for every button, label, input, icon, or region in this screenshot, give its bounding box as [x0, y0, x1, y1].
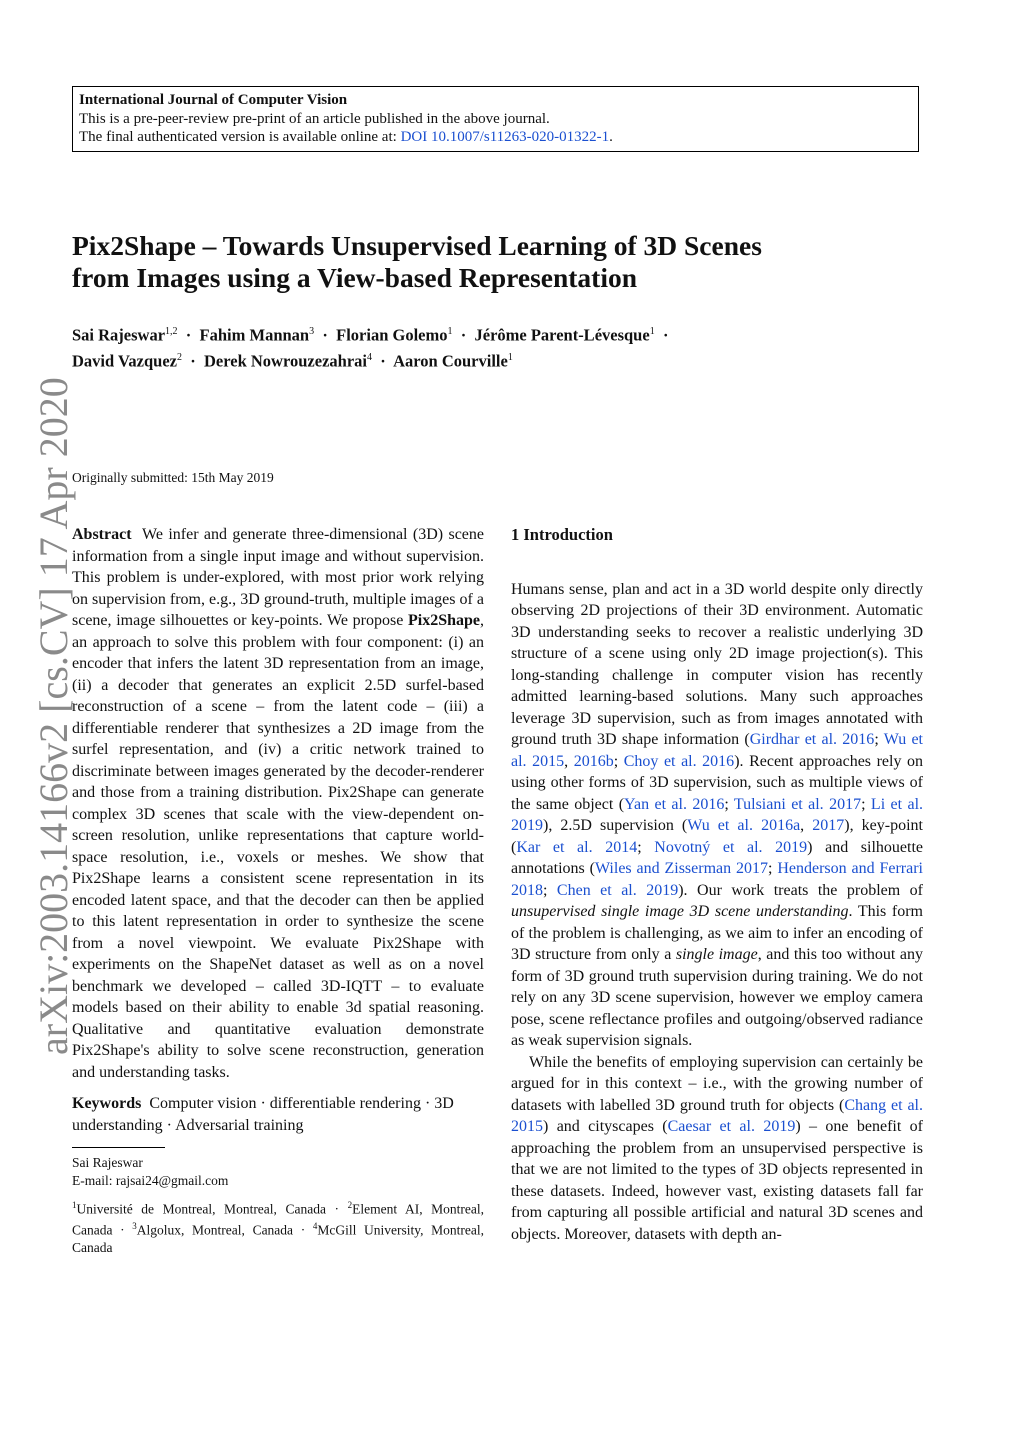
- author-separator: ·: [654, 325, 673, 345]
- citation-link[interactable]: 2016b: [573, 752, 614, 770]
- author-separator: ·: [314, 325, 337, 345]
- paper-title: [72, 230, 952, 294]
- author-name: David Vazquez: [72, 351, 177, 370]
- method-name: Pix2Shape: [407, 612, 480, 629]
- emphasis: single image: [675, 946, 758, 963]
- section-heading: 1 Introduction: [511, 525, 613, 544]
- author-separator: ·: [177, 325, 200, 345]
- citation-link[interactable]: 2017: [812, 817, 845, 834]
- abstract-label: Abstract: [72, 526, 132, 543]
- citation-link[interactable]: Tulsiani et al. 2017: [733, 795, 862, 813]
- citation-link[interactable]: Novotný et al. 2019: [654, 838, 808, 856]
- author-affiliation-mark: 3: [309, 326, 315, 337]
- emphasis: unsupervised single image 3D scene understanding: [511, 903, 849, 920]
- citation-link[interactable]: Wiles and Zisserman 2017: [594, 860, 768, 877]
- journal-name: International Journal of Computer Vision: [79, 92, 348, 108]
- doi-link[interactable]: DOI 10.1007/s11263-020-01322-1: [400, 129, 610, 145]
- title-line-2: from Images using a View-based Representation: [72, 262, 638, 293]
- author-name: Jérôme Parent-Lévesque: [474, 325, 650, 345]
- footnote-rule: [72, 1147, 165, 1148]
- citation-link[interactable]: Kar et al. 2014: [516, 838, 638, 856]
- author-name: Fahim Mannan: [199, 325, 310, 345]
- author-affiliation-mark: 2: [176, 351, 182, 363]
- intro-paragraph-2: While the benefits of employing supervision can certainly be argued for in this context – i.e., with the growing number of datasets with labelled 3D ground truth for objects (Chang et al. 2015) and cityscapes (Caesar et al. 2019) – one benefit of approaching the problem from an unsupervised perspective is that we are not limited to the types of 3D objects represented in these datasets. Indeed, however vast, existing datasets fall far from capturing all possible artificial and natural 3D scenes and objects. Moreover, datasets with depth an-: [511, 1053, 923, 1243]
- affiliation-text: Element AI, Montreal, Canada: [72, 1201, 485, 1238]
- author-affiliation-mark: 1: [649, 326, 655, 337]
- citation-link[interactable]: Choy et al. 2016: [623, 752, 735, 770]
- citation-link[interactable]: Wu et al. 2015: [511, 731, 923, 770]
- publication-notice-box: [72, 86, 919, 152]
- author-affiliation-mark: 1,2: [165, 326, 178, 337]
- citation-link[interactable]: Henderson and Ferrari 2018: [511, 860, 923, 899]
- keywords-label: Keywords: [72, 1095, 142, 1112]
- author-name: Aaron Courville: [393, 351, 508, 370]
- right-column: [511, 524, 923, 1245]
- citation-link[interactable]: Li et al. 2019: [511, 795, 924, 834]
- citation-link[interactable]: Caesar et al. 2019: [667, 1118, 796, 1135]
- author-name: Derek Nowrouzezahrai: [204, 351, 367, 370]
- citation-link[interactable]: Girdhar et al. 2016: [749, 731, 875, 748]
- arxiv-stamp: arXiv:2003.14166v2 [cs.CV] 17 Apr 2020: [31, 377, 76, 1055]
- affiliation-text: Algolux, Montreal, Canada: [136, 1222, 294, 1238]
- affiliation-text: McGill University, Montreal, Canada: [72, 1222, 484, 1255]
- submission-date: Originally submitted: 15th May 2019: [72, 470, 274, 485]
- affiliation-number: 4: [312, 1221, 318, 1231]
- title-line-1: Pix2Shape – Towards Unsupervised Learning of 3D Scenes: [72, 230, 762, 261]
- author-name: Florian Golemo: [336, 325, 448, 345]
- citation-link[interactable]: Wu et al. 2016a: [687, 817, 801, 834]
- affiliation-number: 3: [132, 1221, 137, 1231]
- affiliation-number: 1: [72, 1200, 77, 1210]
- author-affiliation-mark: 1: [447, 326, 453, 337]
- intro-paragraph-1: Humans sense, plan and act in a 3D world despite only directly observing 2D projections of their 3D environment. Automatic 3D understanding seeks to recover a realistic underlying 3D structure of a scene using only 2D image projection(s). This long-standing challenge in computer vision has recently admitted learning-based solutions. Many such approaches leverage 3D supervision, such as from images annotated with ground truth 3D shape information (Girdhar et al. 2016; Wu et al. 2015, 2016b; Choy et al. 2016). Recent approaches rely on using other forms of 3D supervision, such as multiple views of the same object (Yan et al. 2016; Tulsiani et al. 2017; Li et al. 2019), 2.5D supervision (Wu et al. 2016a, 2017), key-point (Kar et al. 2014; Novotný et al. 2019) and silhouette annotations (Wiles and Zisserman 2017; Henderson and Ferrari 2018; Chen et al. 2019). Our work treats the problem of unsupervised single image 3D scene understanding. This form of the problem is challenging, as we aim to infer an encoding of 3D structure from only a single image, and this too without any form of 3D ground truth supervision during training. We do not rely on any 3D scene supervision, however we employ camera pose, scene reflectance profiles and outgoing/observed radiance as weak supervision signals.: [511, 580, 924, 1049]
- affiliation-number: 2: [347, 1200, 353, 1210]
- affiliations: $^1$Université de Montreal, Montreal, Canada · $^2$Element AI, Montreal, Canada · $^3$Algolux, Montreal, Canada · $^4$McGill University, Montreal, Canada: [72, 1200, 485, 1255]
- abstract: Abstract We infer and generate three-dimensional (3D) scene information from a single input image and without supervision. This problem is under-explored, with most prior work relying on supervision from, e.g., 3D ground-truth, multiple images of a scene, image silhouettes or key-points. We propose Pix2Shape, an approach to solve this problem with four component: (i) an encoder that infers the latent 3D representation from an image, (ii) a decoder that generates an explicit 2.5D surfel-based reconstruction of a scene – from the latent code – (iii) a differentiable renderer that synthesizes a 2D image from the surfel representation, and (iv) a critic network trained to discriminate between images generated by the decoder-renderer and those from a training distribution. Pix2Shape can generate complex 3D scenes that scale with the view-dependent on-screen resolution, unlike representations that capture world-space resolution, i.e., voxels or meshes. We show that Pix2Shape learns a consistent scene representation in its encoded latent space, and that the decoder can then be applied to this latent representation in order to synthesize the scene from a novel viewpoint. We evaluate Pix2Shape with experiments on the ShapeNet dataset as well as on a novel benchmark we developed – called 3D-IQTT – to evaluate models based on their ability to enable 3d spatial reasoning. Qualitative and quantitative evaluation demonstrate Pix2Shape's ability to solve scene reconstruction, generation and understanding tasks.: [72, 526, 484, 1081]
- preprint-notice: This is a pre-peer-review pre-print of an article published in the above journal.: [79, 110, 550, 127]
- citation-link[interactable]: Chen et al. 2019: [556, 881, 679, 899]
- affiliation-text: Université de Montreal, Montreal, Canada: [76, 1201, 326, 1217]
- author-separator: ·: [181, 351, 204, 370]
- doi-line: The final authenticated version is available online at: DOI 10.1007/s11263-020-01322-1.: [79, 129, 613, 145]
- author-affiliation-mark: 4: [366, 351, 372, 363]
- left-column: [72, 524, 484, 1257]
- author-email[interactable]: E-mail: rajsai24@gmail.com: [72, 1172, 229, 1188]
- corresponding-author: Sai Rajeswar: [72, 1155, 143, 1170]
- author-separator: ·: [371, 351, 394, 370]
- citation-link[interactable]: Chang et al. 2015: [511, 1096, 923, 1135]
- author-name: Sai Rajeswar: [72, 325, 166, 345]
- citation-link[interactable]: Yan et al. 2016: [624, 795, 725, 813]
- author-affiliation-mark: 1: [507, 351, 513, 363]
- author-separator: ·: [452, 325, 475, 345]
- author-list: [72, 321, 712, 372]
- keywords-text: Computer vision · differentiable rendering · 3D understanding · Adversarial training: [72, 1095, 454, 1134]
- keywords: [72, 1093, 484, 1136]
